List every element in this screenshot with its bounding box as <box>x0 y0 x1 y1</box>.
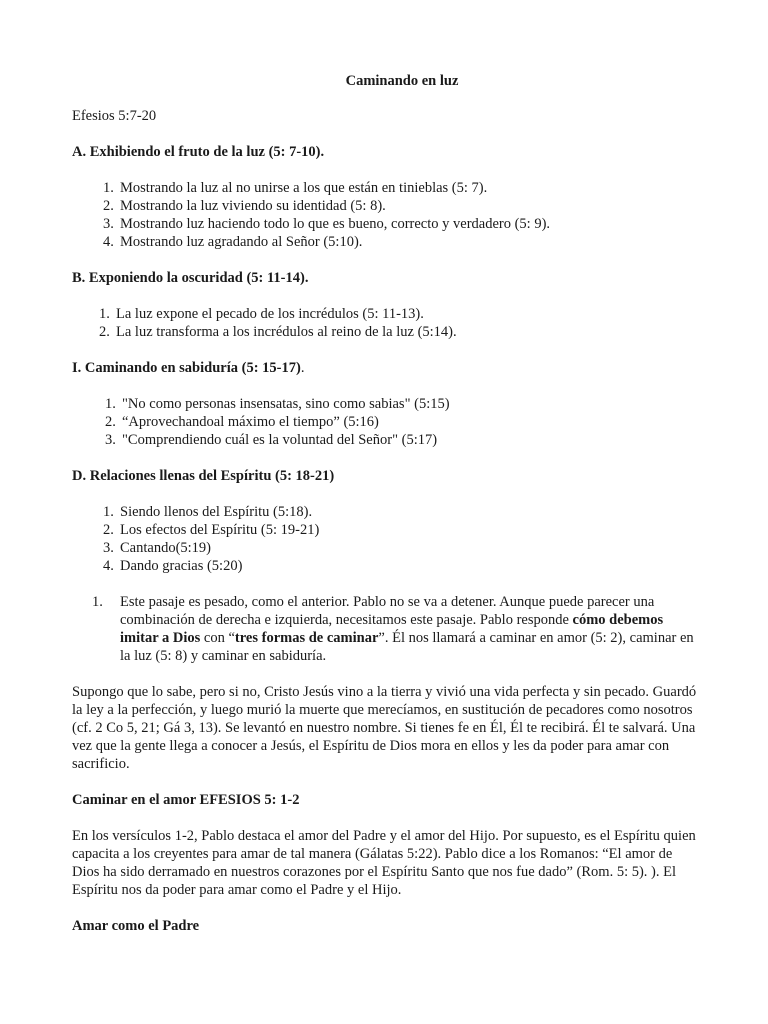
list-item: 1. "No como personas insensatas, sino como sabias" (5:15) <box>105 396 450 412</box>
paragraph-number: 1. <box>92 594 103 610</box>
list-item: 1. Mostrando la luz al no unirse a los que están en tinieblas (5: 7). <box>103 180 488 196</box>
document-page <box>72 72 702 953</box>
list-item: 1. Siendo llenos del Espíritu (5:18). <box>103 504 313 520</box>
section-heading: Caminar en el amor EFESIOS 5: 1-2 <box>72 792 300 808</box>
list-item: 3. "Comprendiendo cuál es la voluntad del Señor" (5:17) <box>105 432 438 448</box>
scripture-reference: Efesios 5:7-20 <box>72 108 157 124</box>
list-item: 3. Cantando(5:19) <box>103 540 212 556</box>
section-i-heading: I. Caminando en sabiduría (5: 15-17). <box>72 360 305 376</box>
list-item: 2. Los efectos del Espíritu (5: 19-21) <box>103 522 320 538</box>
list-item: 4. Dando gracias (5:20) <box>103 558 243 574</box>
body-paragraph: En los versículos 1-2, Pablo destaca el amor del Padre y el amor del Hijo. Por supuesto, es el Espíritu quien capacita a los creyentes para amar de tal manera (Gálatas 5:22). Pablo dice a los Romanos: “El amor de Dios ha sido derramado en nuestros corazones por el Espíritu Santo que nos fue dado” (Rom. 5: 5). ). El Espíritu nos da poder para amar como el Padre y el Hijo. <box>72 828 696 898</box>
section-b-list <box>72 305 702 341</box>
bold-phrase: tres formas de caminar <box>234 630 379 646</box>
bold-phrase: cómo debemos imitar a Dios <box>120 612 664 646</box>
list-item: 4. Mostrando luz agradando al Señor (5:10). <box>103 234 363 250</box>
document-title: Caminando en luz <box>345 73 459 89</box>
list-item: 2. “Aprovechandoal máximo el tiempo” (5:16) <box>105 414 379 430</box>
section-a-list <box>72 179 702 251</box>
list-item: 2. Mostrando la luz viviendo su identidad (5: 8). <box>103 198 386 214</box>
section-d-heading: D. Relaciones llenas del Espíritu (5: 18-21) <box>72 468 335 484</box>
list-item: 1. La luz expone el pecado de los incrédulos (5: 11-13). <box>99 306 424 322</box>
section-heading: Amar como el Padre <box>72 918 200 934</box>
section-d-list <box>72 503 702 575</box>
list-item: 3. Mostrando luz haciendo todo lo que es bueno, correcto y verdadero (5: 9). <box>103 216 551 232</box>
body-paragraph: Supongo que lo sabe, pero si no, Cristo Jesús vino a la tierra y vivió una vida perfecta y sin pecado. Guardó la ley a la perfección, y luego murió la muerte que merecíamos, en sustitución de pecadores como nosotros (cf. 2 Co 5, 21; Gá 3, 13). Se levantó en nuestro nombre. Si tienes fe en Él, Él te recibirá. Él te salvará. Una vez que la gente llega a conocer a Jesús, el Espíritu de Dios mora en ellos y les da poder para amar con sacrificio. <box>72 684 697 772</box>
section-a-heading: A. Exhibiendo el fruto de la luz (5: 7-10). <box>72 144 325 160</box>
list-item: 2. La luz transforma a los incrédulos al reino de la luz (5:14). <box>99 324 457 340</box>
numbered-paragraph: 1. Este pasaje es pesado, como el anterior. Pablo no se va a detener. Aunque puede parecer una combinación de derecha e izquierda, necesitamos este pasaje. Pablo responde cómo debemos imitar a Dios con “tres formas de caminar”. Él nos llamará a caminar en amor (5: 2), caminar en la luz (5: 8) y caminar en sabiduría. <box>92 594 694 664</box>
section-i-list <box>72 395 702 449</box>
section-b-heading: B. Exponiendo la oscuridad (5: 11-14). <box>72 270 309 286</box>
